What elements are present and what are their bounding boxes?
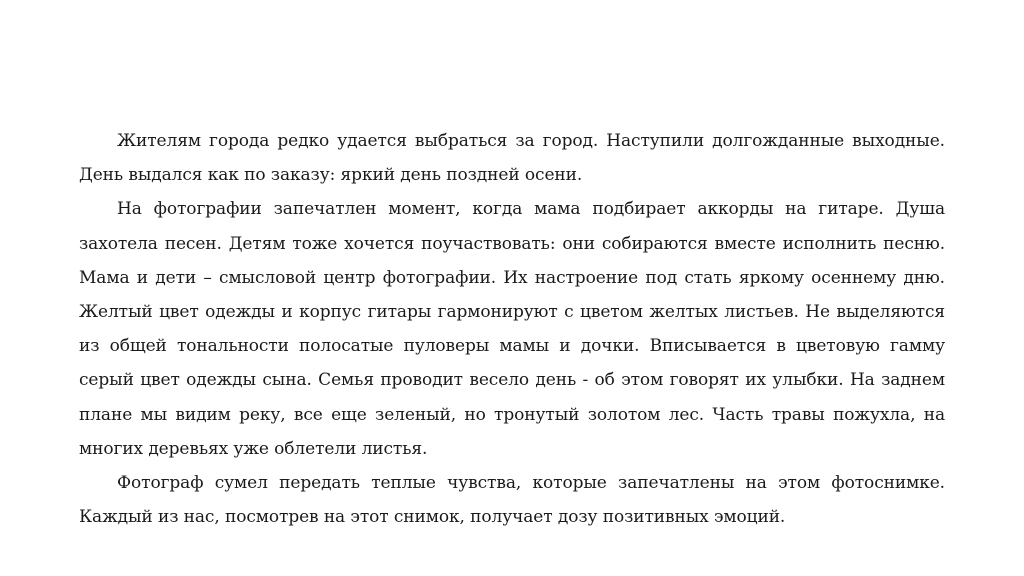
document-body <box>79 124 945 534</box>
paragraph-conclusion: Фотограф сумел передать теплые чувства, которые запечатлены на этом фотоснимке. Каждый из нас, посмотрев на этот снимок, получает дозу позитивных эмоций. <box>79 473 945 528</box>
paragraph-photo-description: На фотографии запечатлен момент, когда мама подбирает аккорды на гитаре. Душа захотела песен. Детям тоже хочется поучаствовать: они собираются вместе исполнить песню. Мама и дети – смысловой центр фотографии. Их настроение под стать яркому осеннему дню. Желтый цвет одежды и корпус гитары гармонируют с цветом желтых листьев. Не выделяются из общей тональности полосатые пуловеры мамы и дочки. Вписывается в цветовую гамму серый цвет одежды сына. Семья проводит весело день - об этом говорят их улыбки. На заднем плане мы видим реку, все еще зеленый, но тронутый золотом лес. Часть травы пожухла, на многих деревьях уже облетели листья. <box>79 199 945 459</box>
paragraph-intro: Жителям города редко удается выбраться за город. Наступили долгожданные выходные. День выдался как по заказу: яркий день поздней осени. <box>79 131 945 186</box>
